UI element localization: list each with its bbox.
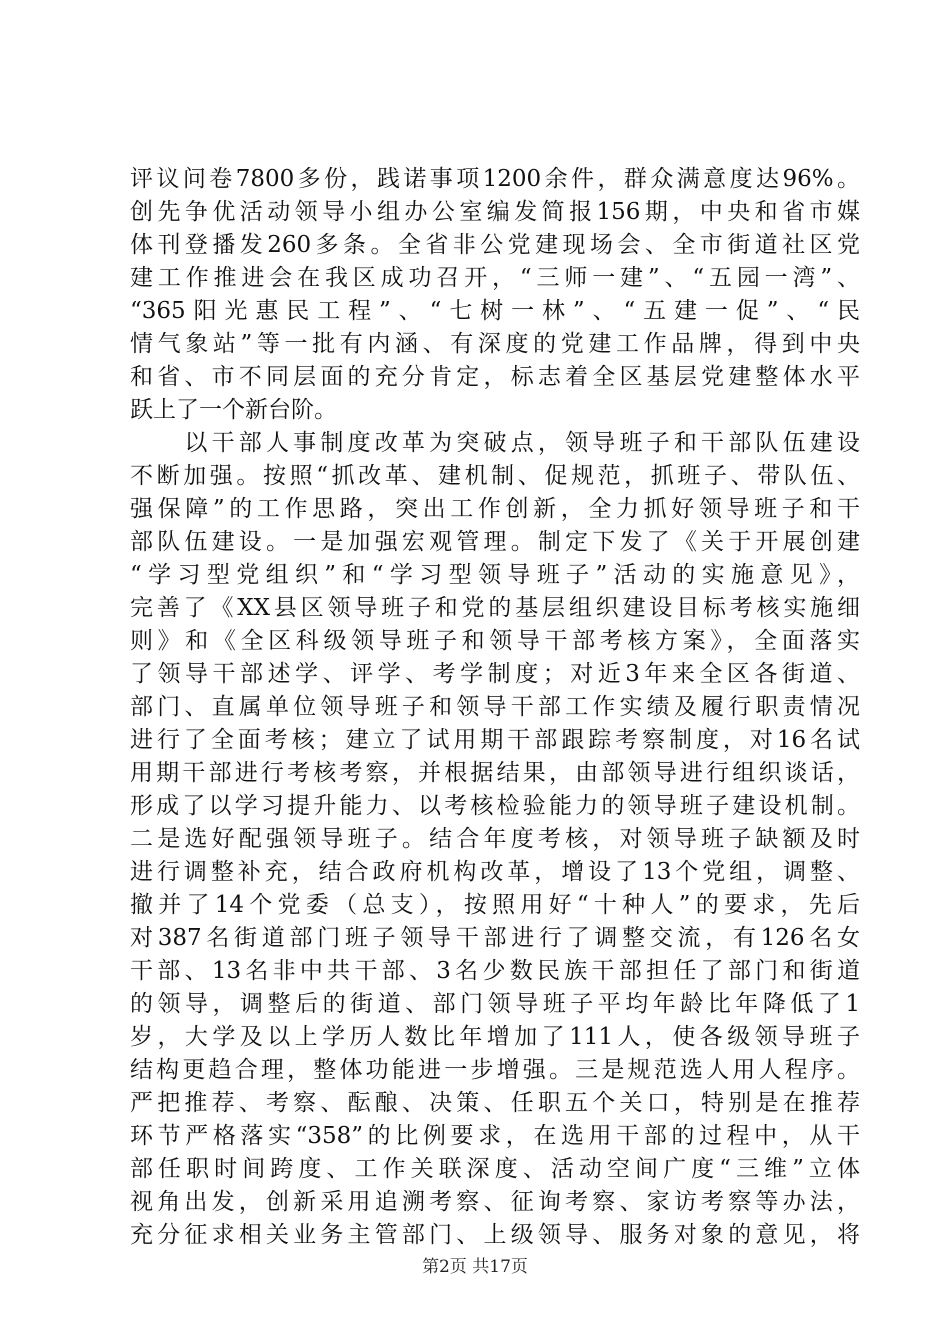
text-line: 的领导，调整后的街道、部门领导班子平均年龄比年降低了1 [130, 991, 860, 1017]
text-line: 二是选好配强领导班子。结合年度考核，对领导班子缺额及时 [130, 826, 860, 852]
text-line: 体刊登播发260多条。全省非公党建现场会、全市街道社区党 [130, 232, 860, 258]
text-line: “学习型党组织”和“学习型领导班子”活动的实施意见》， [130, 562, 860, 588]
text-line: 完善了《XX县区领导班子和党的基层组织建设目标考核实施细 [130, 595, 860, 621]
text-line: 强保障”的工作思路，突出工作创新，全力抓好领导班子和干 [130, 496, 860, 522]
body-text [130, 163, 860, 1252]
text-line: 撤并了14个党委（总支），按照用好“十种人”的要求，先后 [130, 892, 860, 918]
text-line: 干部、13名非中共干部、3名少数民族干部担任了部门和街道 [130, 958, 860, 984]
text-line: 用期干部进行考核考察，并根据结果，由部领导进行组织谈话， [130, 760, 860, 786]
text-line: 以干部人事制度改革为突破点，领导班子和干部队伍建设 [130, 430, 860, 456]
page-footer: 第2页 共17页 [422, 1257, 528, 1277]
text-line: 部队伍建设。一是加强宏观管理。制定下发了《关于开展创建 [130, 529, 860, 555]
text-line: 部任职时间跨度、工作关联深度、活动空间广度“三维”立体 [130, 1156, 860, 1182]
text-line: 进行调整补充，结合政府机构改革，增设了13个党组，调整、 [130, 859, 860, 885]
text-line: 充分征求相关业务主管部门、上级领导、服务对象的意见，将 [130, 1222, 860, 1248]
text-line: “365阳光惠民工程”、“七树一林”、“五建一促”、“民 [130, 298, 860, 324]
text-line: 评议问卷7800多份，践诺事项1200余件，群众满意度达96%。 [130, 166, 860, 192]
text-line: 结构更趋合理，整体功能进一步增强。三是规范选人用人程序。 [130, 1057, 860, 1083]
text-line: 创先争优活动领导小组办公室编发简报156期，中央和省市媒 [130, 199, 860, 225]
text-line: 部门、直属单位领导班子和领导干部工作实绩及履行职责情况 [130, 694, 860, 720]
text-line: 进行了全面考核；建立了试用期干部跟踪考察制度，对16名试 [130, 727, 860, 753]
text-line: 环节严格落实“358”的比例要求，在选用干部的过程中，从干 [130, 1123, 860, 1149]
text-line: 情气象站”等一批有内涵、有深度的党建工作品牌，得到中央 [130, 331, 860, 357]
text-line: 跃上了一个新台阶。 [130, 397, 337, 423]
text-line: 和省、市不同层面的充分肯定，标志着全区基层党建整体水平 [130, 364, 860, 390]
text-line: 岁，大学及以上学历人数比年增加了111人，使各级领导班子 [130, 1024, 860, 1050]
text-line: 视角出发，创新采用追溯考察、征询考察、家访考察等办法， [130, 1189, 860, 1215]
text-line: 严把推荐、考察、酝酿、决策、任职五个关口，特别是在推荐 [130, 1090, 860, 1116]
text-line: 了领导干部述学、评学、考学制度；对近3年来全区各街道、 [130, 661, 860, 687]
text-line: 则》和《全区科级领导班子和领导干部考核方案》，全面落实 [130, 628, 860, 654]
text-line: 对387名街道部门班子领导干部进行了调整交流，有126名女 [130, 925, 860, 951]
text-line: 建工作推进会在我区成功召开，“三师一建”、“五园一湾”、 [130, 265, 860, 291]
text-line: 不断加强。按照“抓改革、建机制、促规范，抓班子、带队伍、 [130, 463, 860, 489]
text-line: 形成了以学习提升能力、以考核检验能力的领导班子建设机制。 [130, 793, 860, 819]
